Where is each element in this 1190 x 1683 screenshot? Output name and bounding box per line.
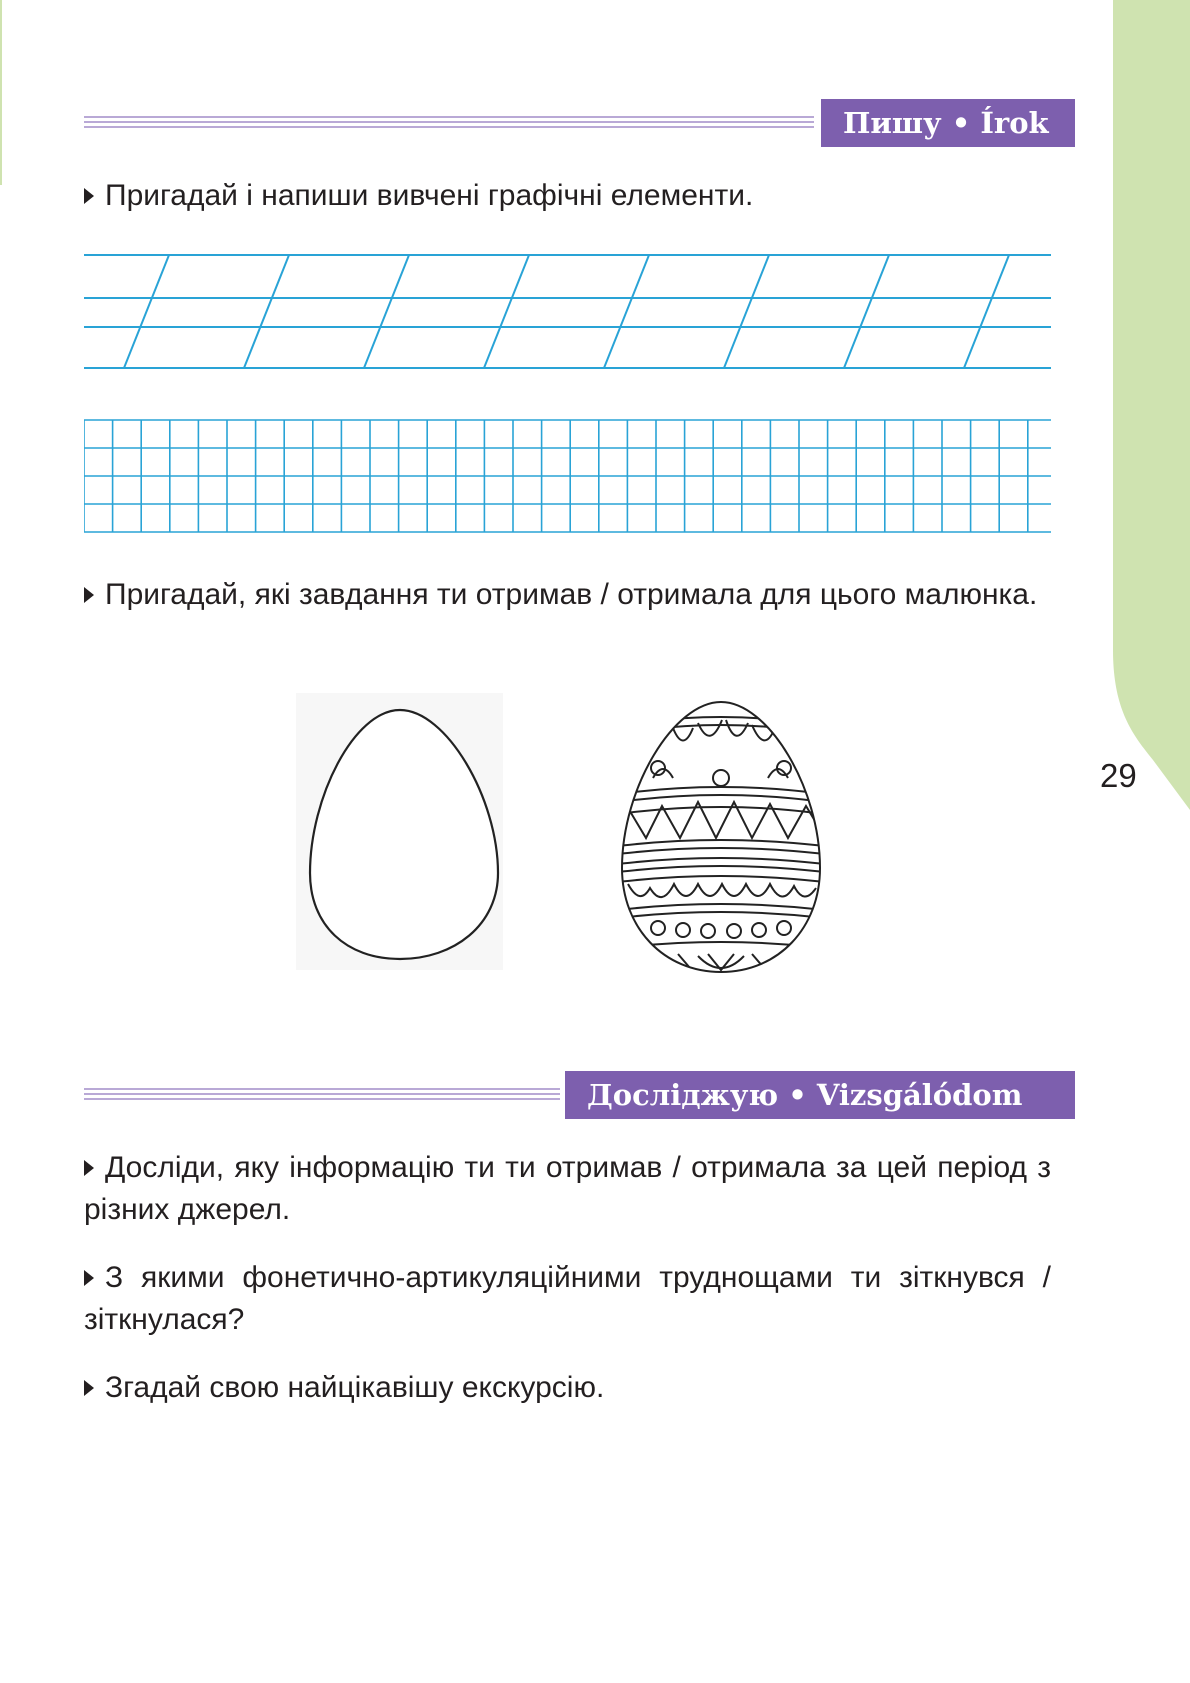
task-phonetic-difficulties: З якими фонетично-артикуляційними труднощами ти зіткнувся / зіткнулася? [84,1261,1051,1336]
decorated-egg-image [618,698,824,976]
plain-egg-image [296,693,503,970]
section-header-writing [84,99,1075,147]
header-lines [84,116,814,130]
bullet-icon [84,1270,94,1286]
page-accent-tab [1113,0,1190,820]
task-recall-elements: Пригадай і напиши вивчені графічні елементи. [84,175,1051,217]
page-number: 29 [1100,757,1137,794]
left-edge-mark [0,0,2,185]
bullet-icon [84,1380,94,1396]
task-recall-assignments: Пригадай, які завдання ти отримав / отримала для цього малюнка. [84,574,1051,616]
section-title: Досліджую • Vizsgálódom [565,1071,1075,1119]
bullet-icon [84,188,94,204]
bullet-icon [84,1160,94,1176]
square-grid-lines [84,418,1051,538]
header-lines [84,1088,560,1102]
bullet-icon [84,587,94,603]
task-research-sources: Досліди, яку інформацію ти ти отримав / отримала за цей період з різних джерел. [84,1151,1051,1226]
section-header-research [84,1071,1075,1119]
task-excursion: Згадай свою найцікавішу екскурсію. [84,1367,1051,1409]
section-title: Пишу • Írok [821,99,1075,147]
slanted-writing-lines [84,250,1051,375]
